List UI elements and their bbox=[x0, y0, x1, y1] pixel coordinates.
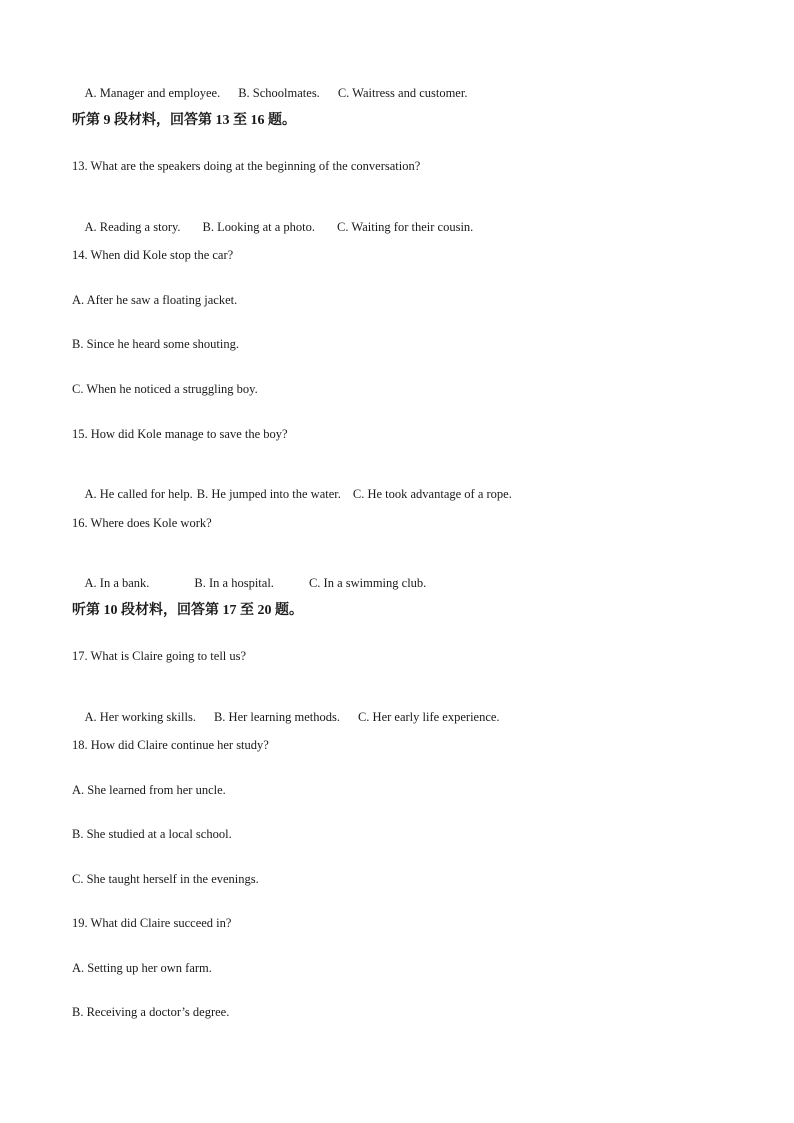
q16-option-a: A. In a bank. bbox=[84, 576, 150, 590]
question-19: 19. What did Claire succeed in? bbox=[72, 916, 232, 930]
q13-option-b: B. Looking at a photo. bbox=[202, 220, 316, 234]
q15-option-a: A. He called for help. bbox=[84, 487, 193, 501]
q18-option-b: B. She studied at a local school. bbox=[72, 827, 232, 841]
section-heading-9: 听第 9 段材料，回答第 13 至 16 题。 bbox=[72, 113, 296, 128]
q12-option-c: C. Waitress and customer. bbox=[337, 86, 468, 100]
question-15: 15. How did Kole manage to save the boy? bbox=[72, 427, 288, 441]
q17-options bbox=[72, 693, 500, 741]
q19-option-a: A. Setting up her own farm. bbox=[72, 961, 212, 975]
question-14: 14. When did Kole stop the car? bbox=[72, 248, 234, 262]
section-heading-10: 听第 10 段材料，回答第 17 至 20 题。 bbox=[72, 603, 303, 618]
q19-option-b: B. Receiving a doctor’s degree. bbox=[72, 1005, 230, 1019]
q15-options bbox=[72, 470, 512, 518]
q16-option-c: C. In a swimming club. bbox=[308, 576, 427, 590]
q12-options bbox=[72, 69, 467, 117]
question-17: 17. What is Claire going to tell us? bbox=[72, 649, 247, 663]
q17-option-c: C. Her early life experience. bbox=[357, 710, 500, 724]
q13-option-a: A. Reading a story. bbox=[84, 220, 181, 234]
question-18: 18. How did Claire continue her study? bbox=[72, 738, 269, 752]
q17-option-b: B. Her learning methods. bbox=[213, 710, 340, 724]
q12-option-b: B. Schoolmates. bbox=[238, 86, 320, 100]
q15-option-c: C. He took advantage of a rope. bbox=[352, 487, 512, 501]
q14-option-a: A. After he saw a floating jacket. bbox=[72, 293, 238, 307]
q16-options bbox=[72, 559, 426, 607]
question-16: 16. Where does Kole work? bbox=[72, 516, 212, 530]
question-13: 13. What are the speakers doing at the beginning of the conversation? bbox=[72, 159, 421, 173]
q15-option-b: B. He jumped into the water. bbox=[196, 487, 341, 501]
q18-option-a: A. She learned from her uncle. bbox=[72, 783, 226, 797]
q14-option-b: B. Since he heard some shouting. bbox=[72, 337, 239, 351]
q18-option-c: C. She taught herself in the evenings. bbox=[72, 872, 259, 886]
q13-options bbox=[72, 203, 473, 251]
q13-option-c: C. Waiting for their cousin. bbox=[337, 220, 474, 234]
q12-option-a: A. Manager and employee. bbox=[84, 86, 221, 100]
q17-option-a: A. Her working skills. bbox=[84, 710, 196, 724]
q14-option-c: C. When he noticed a struggling boy. bbox=[72, 382, 258, 396]
q16-option-b: B. In a hospital. bbox=[194, 576, 274, 590]
